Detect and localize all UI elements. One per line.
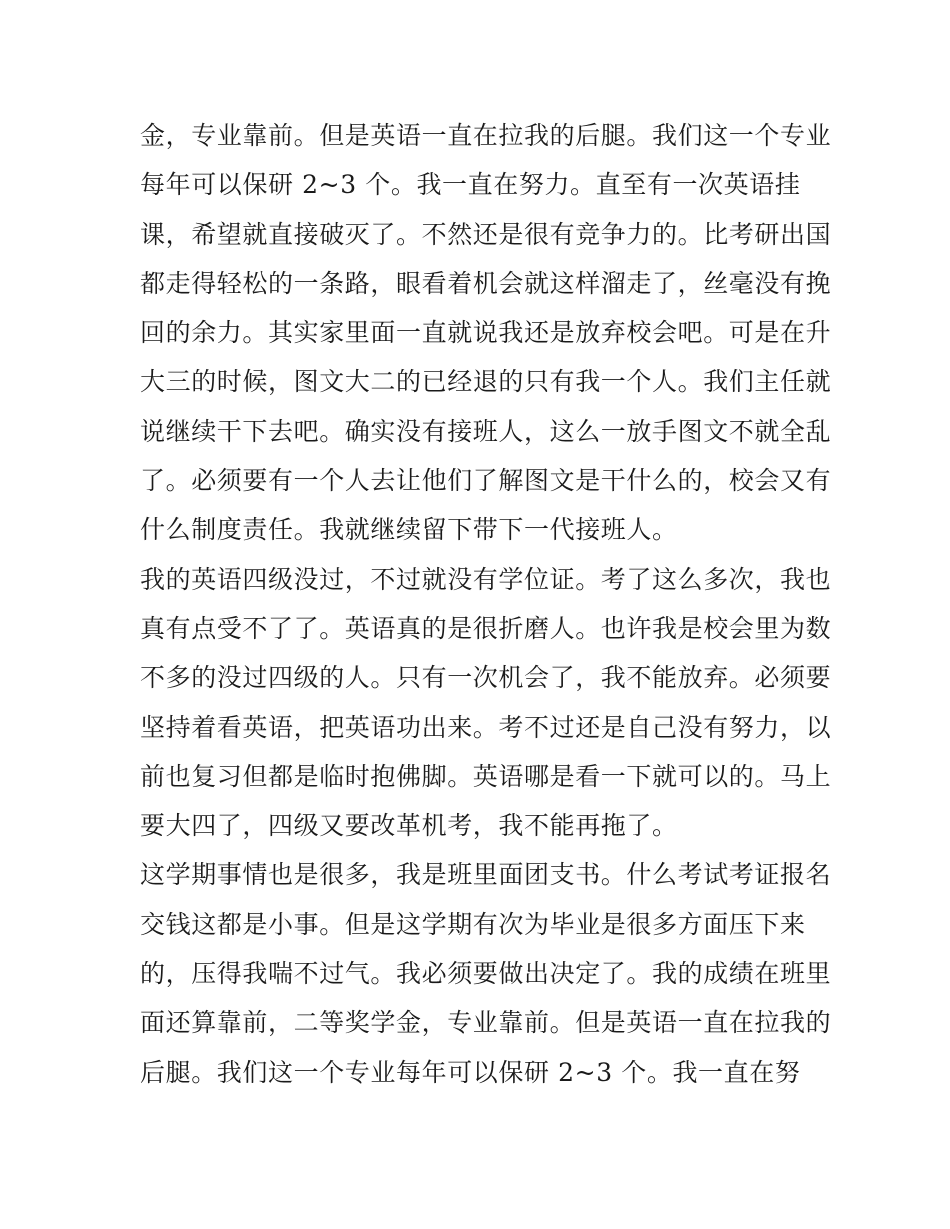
text-line: 什么制度责任。我就继续留下带下一代接班人。 bbox=[140, 515, 678, 545]
text-line: 回的余力。其实家里面一直就说我还是放弃校会吧。可是在升 bbox=[140, 318, 832, 348]
text-line: 了。必须要有一个人去让他们了解图文是干什么的，校会又有 bbox=[140, 466, 832, 496]
text-line: 要大四了，四级又要改革机考，我不能再拖了。 bbox=[140, 811, 678, 841]
text-line: 后腿。我们这一个专业每年可以保研 2~3 个。我一直在努 bbox=[140, 1057, 801, 1087]
text-line: 的，压得我喘不过气。我必须要做出决定了。我的成绩在班里 bbox=[140, 959, 832, 989]
text-line: 都走得轻松的一条路，眼看着机会就这样溜走了，丝毫没有挽 bbox=[140, 268, 832, 298]
text-line: 坚持着看英语，把英语功出来。考不过还是自己没有努力，以 bbox=[140, 712, 832, 742]
text-line: 前也复习但都是临时抱佛脚。英语哪是看一下就可以的。马上 bbox=[140, 761, 832, 791]
text-line: 金，专业靠前。但是英语一直在拉我的后腿。我们这一个专业 bbox=[140, 121, 832, 150]
text-line: 这学期事情也是很多，我是班里面团支书。什么考试考证报名 bbox=[140, 860, 832, 890]
document-body bbox=[140, 111, 832, 1097]
text-line: 面还算靠前，二等奖学金，专业靠前。但是英语一直在拉我的 bbox=[140, 1008, 832, 1038]
text-line: 大三的时候，图文大二的已经退的只有我一个人。我们主任就 bbox=[140, 367, 832, 397]
text-line: 交钱这都是小事。但是这学期有次为毕业是很多方面压下来 bbox=[140, 909, 806, 939]
text-line: 说继续干下去吧。确实没有接班人，这么一放手图文不就全乱 bbox=[140, 416, 832, 446]
text-line: 我的英语四级没过，不过就没有学位证。考了这么多次，我也 bbox=[140, 564, 832, 594]
text-line: 每年可以保研 2~3 个。我一直在努力。直至有一次英语挂 bbox=[140, 170, 801, 200]
text-line: 真有点受不了了。英语真的是很折磨人。也许我是校会里为数 bbox=[140, 613, 832, 643]
text-line: 不多的没过四级的人。只有一次机会了，我不能放弃。必须要 bbox=[140, 663, 832, 693]
text-line: 课，希望就直接破灭了。不然还是很有竞争力的。比考研出国 bbox=[140, 219, 832, 249]
